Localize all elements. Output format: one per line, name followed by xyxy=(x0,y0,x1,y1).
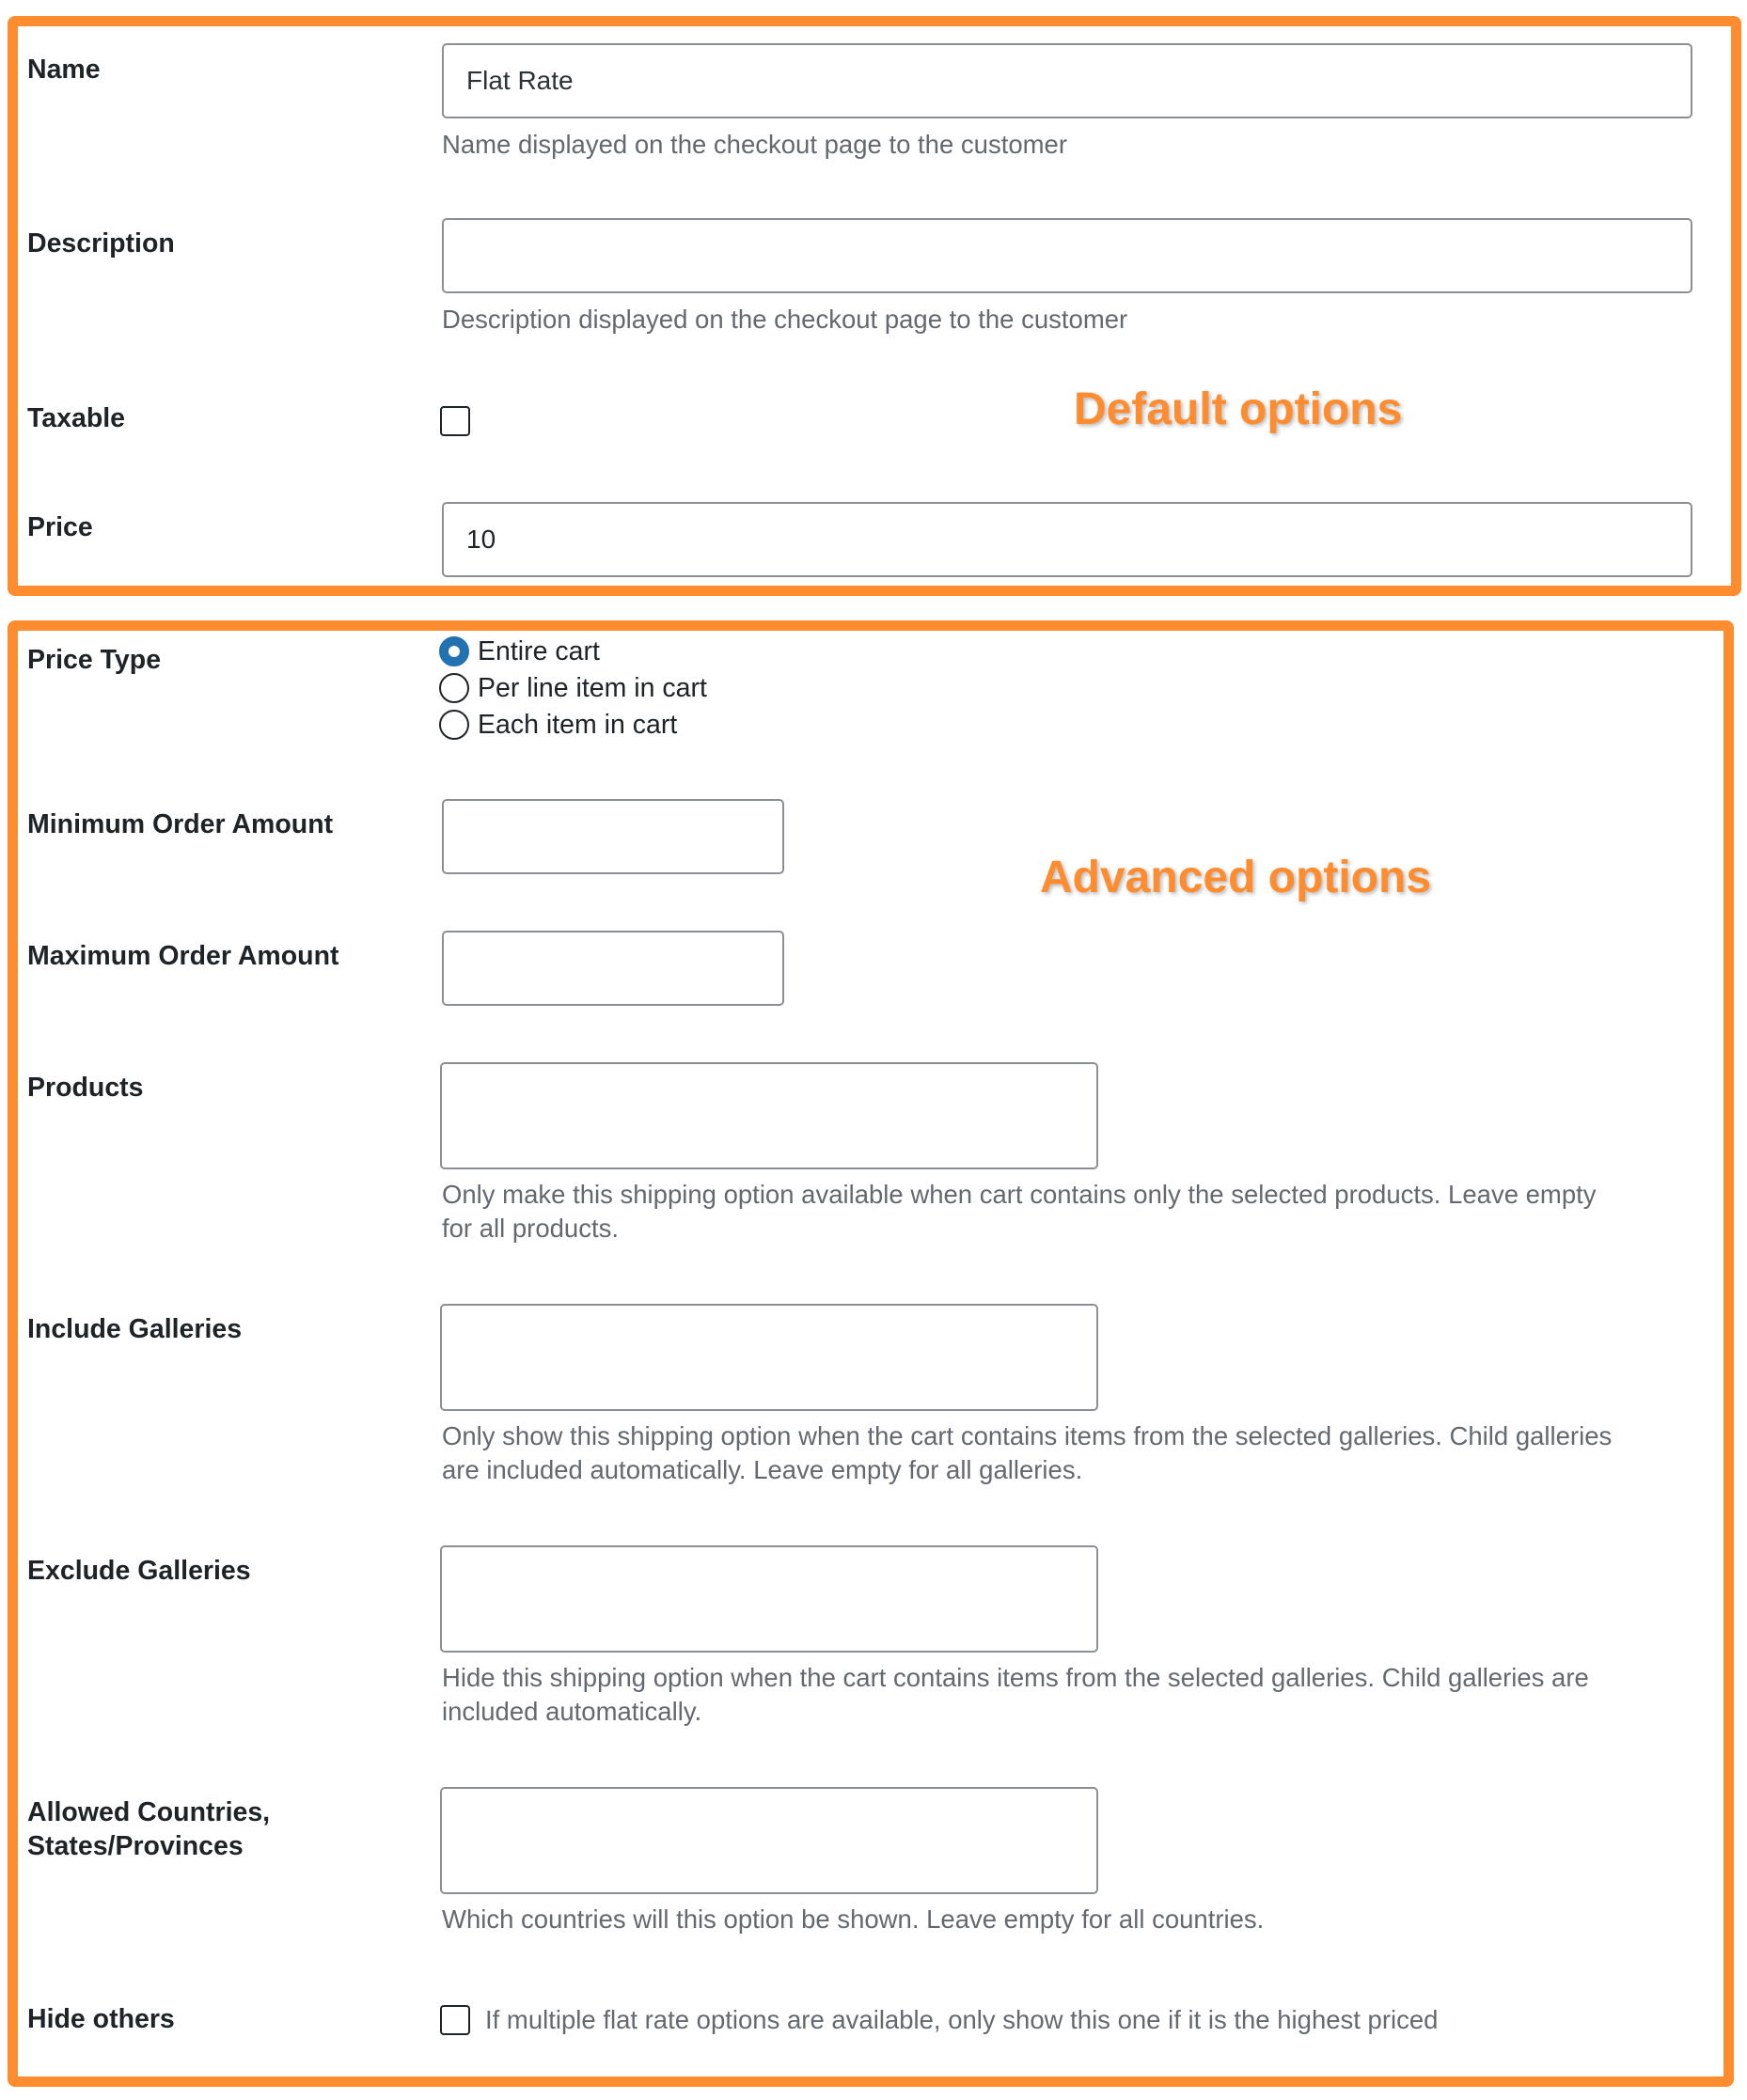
allowed-countries-help-text: Which countries will this option be shown. Leave empty for all countries. xyxy=(442,1904,1265,1934)
price-input[interactable] xyxy=(442,502,1692,577)
radio-label: Each item in cart xyxy=(478,709,678,740)
minimum-order-amount-label: Minimum Order Amount xyxy=(27,809,334,839)
exclude-galleries-help-text-line-1: Hide this shipping option when the cart contains items from the selected galleries. Child galleries are xyxy=(442,1663,1589,1692)
products-select[interactable] xyxy=(440,1062,1098,1169)
taxable-label: Taxable xyxy=(27,403,126,433)
radio-button-selected[interactable] xyxy=(439,636,469,666)
name-help-text: Name displayed on the checkout page to the customer xyxy=(442,130,1067,159)
exclude-galleries-label: Exclude Galleries xyxy=(27,1556,251,1586)
description-label: Description xyxy=(27,228,175,259)
radio-label: Entire cart xyxy=(478,635,600,666)
minimum-order-amount-input[interactable] xyxy=(442,799,784,874)
allowed-countries-label-line-2: States/Provinces xyxy=(27,1831,244,1861)
description-help-text: Description displayed on the checkout page to the customer xyxy=(442,305,1128,334)
allowed-countries-select[interactable] xyxy=(440,1787,1098,1894)
maximum-order-amount-input[interactable] xyxy=(442,931,784,1006)
radio-button[interactable] xyxy=(439,710,469,740)
products-help-text-line-2: for all products. xyxy=(442,1214,620,1243)
default-options-annotation: Default options xyxy=(1074,384,1403,434)
price-type-option-entire-cart[interactable] xyxy=(439,635,600,667)
include-galleries-help-text-line-2: are included automatically. Leave empty for all galleries. xyxy=(442,1455,1083,1484)
maximum-order-amount-label: Maximum Order Amount xyxy=(27,941,339,971)
hide-others-help-text: If multiple flat rate options are available, only show this one if it is the highest priced xyxy=(485,2005,1439,2034)
products-label: Products xyxy=(27,1073,144,1103)
allowed-countries-label-line-1: Allowed Countries, xyxy=(27,1797,271,1827)
radio-button[interactable] xyxy=(439,673,469,703)
hide-others-checkbox[interactable] xyxy=(440,2005,470,2035)
name-input[interactable] xyxy=(442,43,1692,118)
price-type-option-per-line-item[interactable] xyxy=(439,672,707,704)
include-galleries-help-text-line-1: Only show this shipping option when the cart contains items from the selected galleries. Child galleries xyxy=(442,1421,1613,1450)
products-help-text-line-1: Only make this shipping option available when cart contains only the selected products. Leave empty xyxy=(442,1180,1597,1209)
taxable-checkbox[interactable] xyxy=(440,406,470,436)
description-input[interactable] xyxy=(442,218,1692,293)
price-label: Price xyxy=(27,512,93,542)
price-type-label: Price Type xyxy=(27,645,162,675)
exclude-galleries-help-text-line-2: included automatically. xyxy=(442,1697,702,1726)
price-type-option-each-item[interactable] xyxy=(439,709,677,741)
radio-label: Per line item in cart xyxy=(478,672,707,703)
exclude-galleries-select[interactable] xyxy=(440,1545,1098,1653)
include-galleries-select[interactable] xyxy=(440,1304,1098,1411)
name-label: Name xyxy=(27,55,101,85)
include-galleries-label: Include Galleries xyxy=(27,1314,243,1344)
advanced-options-annotation: Advanced options xyxy=(1040,853,1432,902)
hide-others-label: Hide others xyxy=(27,2004,175,2034)
